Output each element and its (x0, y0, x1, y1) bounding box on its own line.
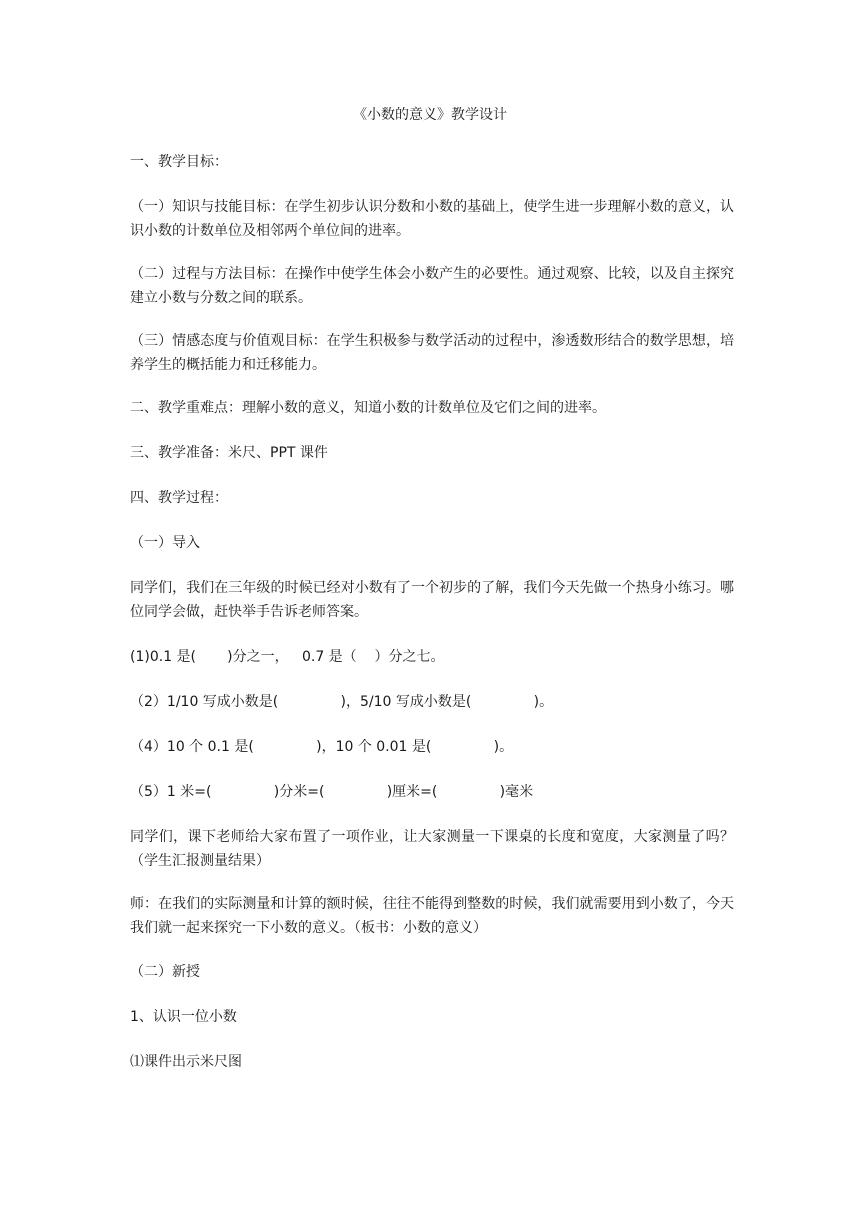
homework-paragraph: 同学们，课下老师给大家布置了一项作业，让大家测量一下课桌的长度和宽度，大家测量了吗？（学生汇报测量结果） (130, 829, 734, 869)
goal-process-methods: （二）过程与方法目标：在操作中使学生体会小数产生的必要性。通过观察、比较，以及自主探究建立小数与分数之间的联系。 (130, 266, 734, 306)
exercise-2: （2）1/10 写成小数是( )，5/10 写成小数是( )。 (130, 694, 554, 710)
heading-teaching-process: 四、教学过程： (130, 490, 228, 506)
section-new-lesson-heading: （二）新授 (130, 964, 200, 980)
exercise-4: （4）10 个 0.1 是( )，10 个 0.01 是( )。 (130, 739, 514, 755)
heading-preparation: 三、教学准备：米尺、PPT 课件 (130, 445, 328, 461)
heading-teaching-goals: 一、教学目标： (130, 154, 228, 170)
intro-paragraph: 同学们，我们在三年级的时候已经对小数有了一个初步的了解，我们今天先做一个热身小练习。哪位同学会做，赶快举手告诉老师答案。 (130, 580, 734, 620)
teacher-paragraph: 师：在我们的实际测量和计算的额时候，往往不能得到整数的时候，我们就需要用到小数了，今天我们就一起来探究一下小数的意义。（板书：小数的意义） (130, 896, 734, 936)
section-intro-heading: （一）导入 (130, 535, 200, 551)
document-title: 《小数的意义》教学设计 (353, 107, 507, 123)
exercise-5: （5）1 米=( )分米=( )厘米=( )毫米 (130, 784, 534, 800)
heading-key-points: 二、教学重难点：理解小数的意义，知道小数的计数单位及它们之间的进率。 (130, 400, 606, 416)
subsection-one-decimal: 1、认识一位小数 (130, 1009, 237, 1025)
goal-emotion-attitude: （三）情感态度与价值观目标：在学生积极参与数学活动的过程中，渗透数形结合的数学思想，培养学生的概括能力和迁移能力。 (130, 333, 734, 373)
courseware-ruler-item: ⑴课件出示米尺图 (130, 1054, 242, 1070)
exercise-1: (1)0.1 是( )分之一， 0.7 是（ ）分之七。 (130, 649, 445, 665)
goal-knowledge-skills: （一）知识与技能目标：在学生初步认识分数和小数的基础上，使学生进一步理解小数的意义，认识小数的计数单位及相邻两个单位间的进率。 (130, 199, 734, 239)
